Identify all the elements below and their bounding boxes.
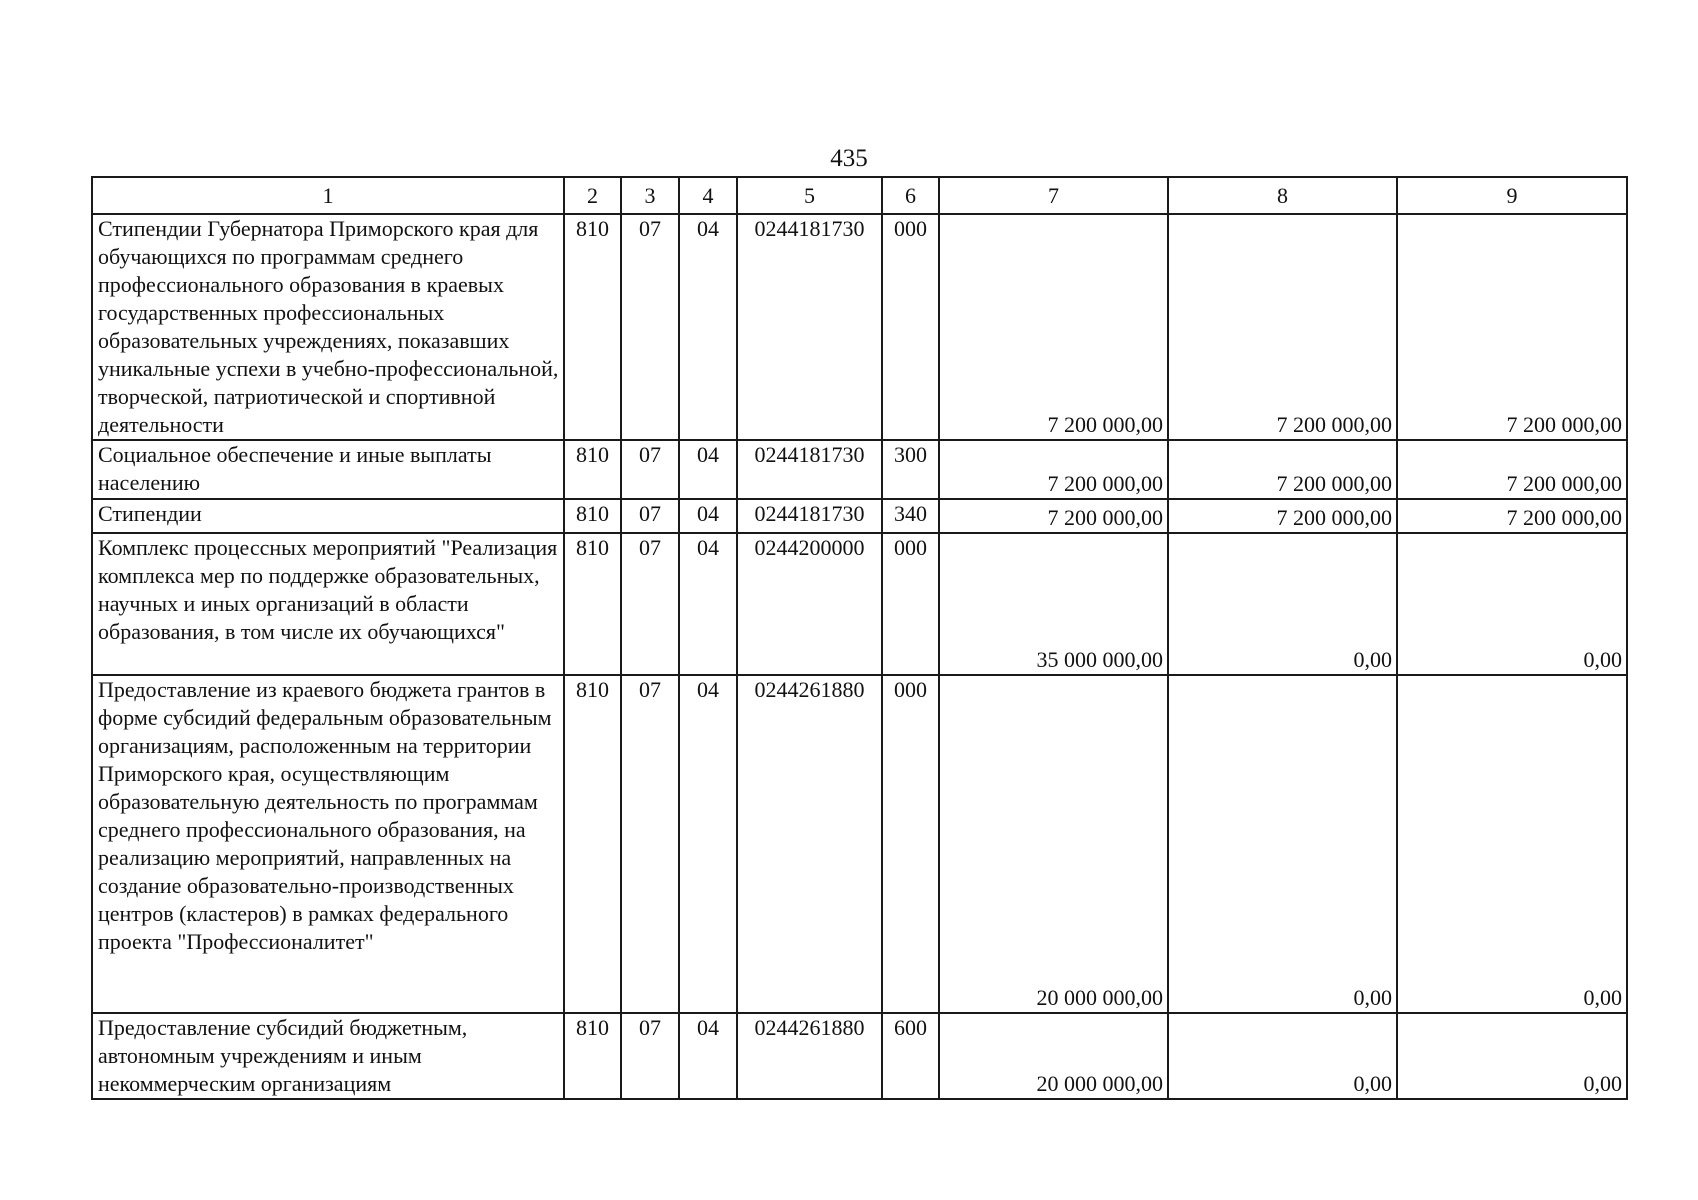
code-cell: 810	[564, 499, 621, 533]
program-code-cell: 0244261880	[737, 1013, 882, 1099]
page-number: 435	[830, 145, 868, 172]
code-cell: 07	[621, 499, 679, 533]
code-cell: 07	[621, 214, 679, 440]
amount-cell: 20 000 000,00	[939, 675, 1168, 1013]
column-header: 5	[737, 177, 882, 214]
expense-type-cell: 000	[882, 214, 939, 440]
amount-cell: 7 200 000,00	[1397, 440, 1627, 499]
code-cell: 04	[679, 675, 737, 1013]
expense-name: Комплекс процессных мероприятий "Реализация комплекса мер по поддержке образовательных, научных и иных организаций в области образования, в том числе их обучающихся"	[92, 533, 564, 675]
expense-type-cell: 300	[882, 440, 939, 499]
code-cell: 810	[564, 440, 621, 499]
expense-type-cell: 600	[882, 1013, 939, 1099]
column-header: 4	[679, 177, 737, 214]
column-header: 8	[1168, 177, 1397, 214]
code-cell: 04	[679, 499, 737, 533]
amount-cell: 7 200 000,00	[1168, 214, 1397, 440]
program-code-cell: 0244181730	[737, 214, 882, 440]
column-header: 9	[1397, 177, 1627, 214]
code-cell: 07	[621, 675, 679, 1013]
code-cell: 07	[621, 1013, 679, 1099]
expense-name: Предоставление из краевого бюджета грантов в форме субсидий федеральным образовательным организациям, расположенным на территории Приморского края, осуществляющим образовательную деятельность по программам среднего профессионального образования, на реализацию мероприятий, направленных на создание образовательно-производственных центров (кластеров) в рамках федерального проекта "Профессионалитет"	[92, 675, 564, 1013]
amount-cell: 7 200 000,00	[1168, 499, 1397, 533]
amount-cell: 20 000 000,00	[939, 1013, 1168, 1099]
amount-cell: 0,00	[1397, 1013, 1627, 1099]
amount-cell: 0,00	[1397, 533, 1627, 675]
program-code-cell: 0244200000	[737, 533, 882, 675]
amount-cell: 7 200 000,00	[1397, 499, 1627, 533]
program-code-cell: 0244181730	[737, 499, 882, 533]
column-header: 6	[882, 177, 939, 214]
amount-cell: 7 200 000,00	[1168, 440, 1397, 499]
column-header: 1	[92, 177, 564, 214]
amount-cell: 0,00	[1168, 533, 1397, 675]
amount-cell: 0,00	[1397, 675, 1627, 1013]
table-row	[92, 499, 1627, 533]
expense-type-cell: 340	[882, 499, 939, 533]
table-row	[92, 675, 1627, 1013]
code-cell: 04	[679, 533, 737, 675]
amount-cell: 0,00	[1168, 675, 1397, 1013]
table-row	[92, 440, 1627, 499]
amount-cell: 35 000 000,00	[939, 533, 1168, 675]
column-header: 3	[621, 177, 679, 214]
column-header: 2	[564, 177, 621, 214]
program-code-cell: 0244181730	[737, 440, 882, 499]
expense-type-cell: 000	[882, 675, 939, 1013]
table-row	[92, 533, 1627, 675]
expense-name: Стипендии	[92, 499, 564, 533]
amount-cell: 0,00	[1168, 1013, 1397, 1099]
code-cell: 04	[679, 214, 737, 440]
expense-name: Предоставление субсидий бюджетным, автономным учреждениям и иным некоммерческим организациям	[92, 1013, 564, 1099]
amount-cell: 7 200 000,00	[939, 440, 1168, 499]
code-cell: 04	[679, 1013, 737, 1099]
code-cell: 810	[564, 214, 621, 440]
table-row	[92, 1013, 1627, 1099]
amount-cell: 7 200 000,00	[939, 214, 1168, 440]
code-cell: 07	[621, 533, 679, 675]
code-cell: 810	[564, 533, 621, 675]
code-cell: 07	[621, 440, 679, 499]
expense-name: Стипендии Губернатора Приморского края для обучающихся по программам среднего профессионального образования в краевых государственных профессиональных образовательных учреждениях, показавших уникальные успехи в учебно-профессиональной, творческой, патриотической и спортивной деятельности	[92, 214, 564, 440]
expense-type-cell: 000	[882, 533, 939, 675]
amount-cell: 7 200 000,00	[939, 499, 1168, 533]
code-cell: 04	[679, 440, 737, 499]
table-row	[92, 214, 1627, 440]
program-code-cell: 0244261880	[737, 675, 882, 1013]
code-cell: 810	[564, 1013, 621, 1099]
budget-table	[91, 176, 1628, 1100]
amount-cell: 7 200 000,00	[1397, 214, 1627, 440]
table-header-row	[92, 177, 1627, 214]
code-cell: 810	[564, 675, 621, 1013]
column-header: 7	[939, 177, 1168, 214]
expense-name: Социальное обеспечение и иные выплаты населению	[92, 440, 564, 499]
